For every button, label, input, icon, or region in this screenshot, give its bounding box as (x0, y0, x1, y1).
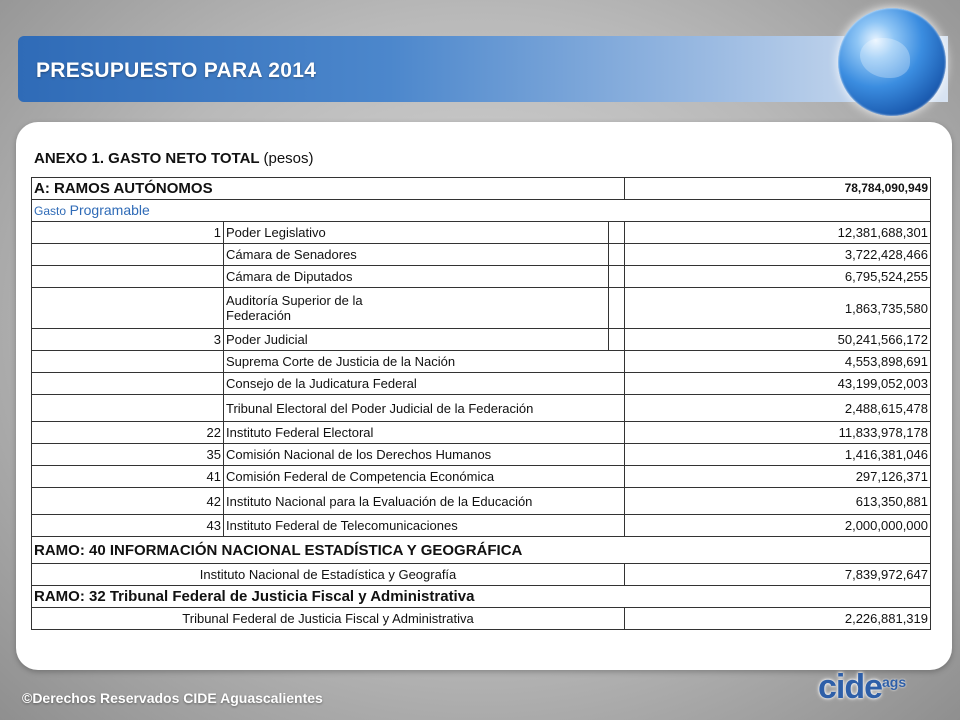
row-value: 12,381,688,301 (625, 222, 931, 244)
row-spacer (609, 244, 625, 266)
budget-table (31, 177, 931, 630)
table-row (32, 466, 931, 488)
row-code (32, 395, 224, 422)
row-code: 42 (32, 488, 224, 515)
row-value: 1,863,735,580 (625, 288, 931, 329)
row-name: Cámara de Senadores (224, 244, 609, 266)
table-row (32, 444, 931, 466)
row-name: Instituto Nacional de Estadística y Geografía (32, 564, 625, 586)
ramo-32-header-row (32, 586, 931, 608)
row-value: 11,833,978,178 (625, 422, 931, 444)
table-heading (34, 150, 314, 167)
row-name: Consejo de la Judicatura Federal (224, 373, 625, 395)
table-row (32, 488, 931, 515)
table-row (32, 329, 931, 351)
row-value: 297,126,371 (625, 466, 931, 488)
page-title: PRESUPUESTO PARA 2014 (36, 59, 317, 82)
table-row (32, 244, 931, 266)
row-name: Instituto Nacional para la Evaluación de la Educación (224, 488, 625, 515)
row-value: 50,241,566,172 (625, 329, 931, 351)
table-row (32, 222, 931, 244)
table-row (32, 351, 931, 373)
gasto-programable-label (32, 200, 931, 222)
row-code: 3 (32, 329, 224, 351)
logo-text: cide (818, 668, 883, 706)
copyright-footer: ©Derechos Reservados CIDE Aguascalientes (22, 690, 323, 706)
logo-sub: ags (882, 674, 907, 690)
row-name: Comisión Federal de Competencia Económica (224, 466, 625, 488)
ramo-40-header-row (32, 537, 931, 564)
heading-units: (pesos) (263, 150, 314, 167)
row-value: 2,000,000,000 (625, 515, 931, 537)
row-value: 613,350,881 (625, 488, 931, 515)
row-code (32, 244, 224, 266)
row-name (224, 288, 609, 329)
table-row (32, 395, 931, 422)
gasto-label-small: Gasto (34, 203, 67, 218)
row-code (32, 266, 224, 288)
row-name: Tribunal Electoral del Poder Judicial de la Federación (224, 395, 625, 422)
row-spacer (609, 329, 625, 351)
row-spacer (609, 288, 625, 329)
row-name-line2: Federación (226, 308, 292, 323)
section-a-total: 78,784,090,949 (625, 178, 931, 200)
row-name: Cámara de Diputados (224, 266, 609, 288)
row-code: 35 (32, 444, 224, 466)
row-spacer (609, 222, 625, 244)
row-name: Suprema Corte de Justicia de la Nación (224, 351, 625, 373)
row-value: 6,795,524,255 (625, 266, 931, 288)
row-value: 4,553,898,691 (625, 351, 931, 373)
cide-logo (818, 664, 936, 714)
row-code: 1 (32, 222, 224, 244)
globe-icon (838, 8, 946, 116)
table-row (32, 373, 931, 395)
row-code (32, 351, 224, 373)
row-code (32, 288, 224, 329)
row-code (32, 373, 224, 395)
gasto-label-big: Programable (69, 201, 150, 218)
row-value: 7,839,972,647 (625, 564, 931, 586)
heading-main: ANEXO 1. GASTO NETO TOTAL (34, 150, 260, 167)
table-row (32, 564, 931, 586)
row-name: Comisión Nacional de los Derechos Humanos (224, 444, 625, 466)
row-code: 22 (32, 422, 224, 444)
ramo-40-label: RAMO: 40 INFORMACIÓN NACIONAL ESTADÍSTICA Y GEOGRÁFICA (32, 537, 931, 564)
row-name: Poder Judicial (224, 329, 609, 351)
section-a-row (32, 178, 931, 200)
table-row (32, 422, 931, 444)
table-row (32, 288, 931, 329)
gasto-row (32, 200, 931, 222)
row-name: Instituto Federal Electoral (224, 422, 625, 444)
row-value: 2,226,881,319 (625, 608, 931, 630)
table-row (32, 608, 931, 630)
row-name-line1: Auditoría Superior de la (226, 293, 363, 308)
row-value: 3,722,428,466 (625, 244, 931, 266)
row-name: Instituto Federal de Telecomunicaciones (224, 515, 625, 537)
section-a-label: A: RAMOS AUTÓNOMOS (32, 178, 625, 200)
row-value: 1,416,381,046 (625, 444, 931, 466)
ramo-32-label: RAMO: 32 Tribunal Federal de Justicia Fiscal y Administrativa (32, 586, 931, 608)
table-row (32, 266, 931, 288)
table-row (32, 515, 931, 537)
row-name: Tribunal Federal de Justicia Fiscal y Administrativa (32, 608, 625, 630)
row-value: 2,488,615,478 (625, 395, 931, 422)
row-code: 41 (32, 466, 224, 488)
row-code: 43 (32, 515, 224, 537)
row-value: 43,199,052,003 (625, 373, 931, 395)
row-spacer (609, 266, 625, 288)
row-name: Poder Legislativo (224, 222, 609, 244)
